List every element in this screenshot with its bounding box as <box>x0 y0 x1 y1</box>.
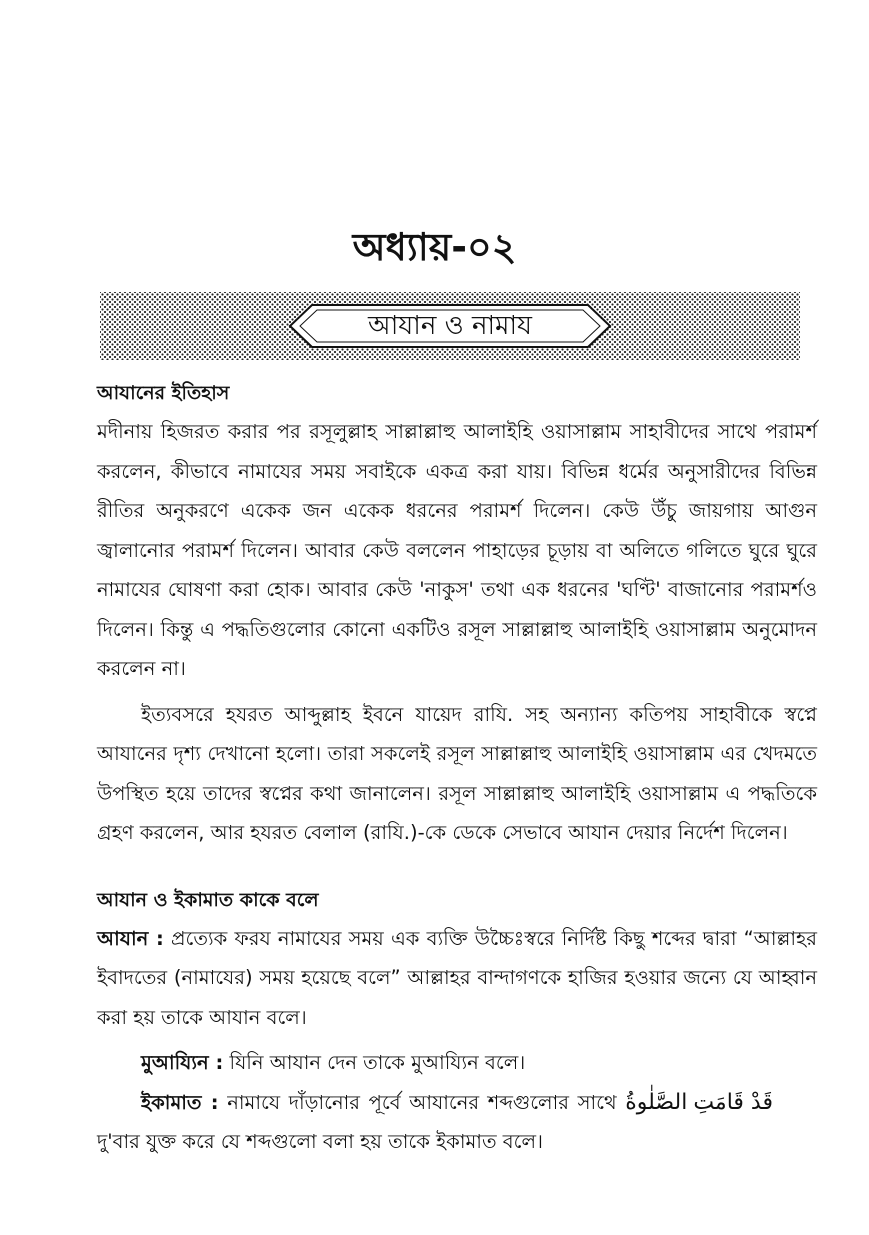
history-paragraph-2: ইত্যবসরে হযরত আব্দুল্লাহ ইবনে যায়েদ রাযি. সহ অন্যান্য কতিপয় সাহাবীকে স্বপ্নে আযানের দৃশ্য দেখানো হলো। তারা সকলেই রসূল সাল্লাল্লাহু আলাইহি ওয়াসাল্লাম এর খেদমতে উপস্থিত হয়ে তাদের স্বপ্নের কথা জানালেন। রসূল সাল্লাল্লাহু আলাইহি ওয়াসাল্লাম এ পদ্ধতিকে গ্রহণ করলেন, আর হযরত বেলাল (রাযি.)-কে ডেকে সেভাবে আযান দেয়ার নির্দেশ দিলেন। <box>97 702 817 844</box>
iqamat-definition <box>97 1083 817 1162</box>
iqamat-arabic-phrase-1: قَدْ قَامَتِ <box>693 1089 773 1115</box>
iqamat-term: ইকামাত : <box>141 1090 219 1114</box>
muazzin-definition-text: যিনি আযান দেন তাকে মুআয্যিন বলে। <box>229 1051 526 1074</box>
azan-definition-text: প্রত্যেক ফরয নামাযের সময় এক ব্যক্তি উচ্চৈঃস্বরে নির্দিষ্ট কিছু শব্দের দ্বারা “আল্লাহর ইবাদতের (নামাযের) সময় হয়েছে বলে” আল্লাহর বান্দাগণকে হাজির হওয়ার জন্যে যে আহ্বান করা হয় তাকে আযান বলে। <box>97 926 817 1029</box>
page-body <box>97 378 817 1162</box>
chapter-title: অধ্যায়-০২ <box>352 225 517 269</box>
muazzin-definition <box>97 1043 817 1083</box>
banner-title: আযান ও নামায <box>367 311 533 341</box>
iqamat-definition-text-1: নামাযে দাঁড়ানোর পূর্বে আযানের শব্দগুলোর সাথে <box>227 1090 617 1114</box>
azan-definition <box>97 919 817 1038</box>
history-paragraph-1: মদীনায় হিজরত করার পর রসূলুল্লাহ সাল্লাল্লাহু আলাইহি ওয়াসাল্লাম সাহাবীদের সাথে পরামর্শ করলেন, কীভাবে নামাযের সময় সবাইকে একত্র করা যায়। বিভিন্ন ধর্মের অনুসারীদের বিভিন্ন রীতির অনুকরণে একেক জন একেক ধরনের পরামর্শ দিলেন। কেউ উঁচু জায়গায় আগুন জ্বালানোর পরামর্শ দিলেন। আবার কেউ বললেন পাহাড়ের চূড়ায় বা অলিতে গলিতে ঘুরে ঘুরে নামাযের ঘোষণা করা হোক। আবার কেউ 'নাকুস' তথা এক ধরনের 'ঘণ্টি' বাজানোর পরামর্শও দিলেন। কিন্তু এ পদ্ধতিগুলোর কোনো একটিও রসূল সাল্লাল্লাহু আলাইহি ওয়াসাল্লাম অনুমোদন করলেন না। <box>97 420 817 680</box>
iqamat-definition-text-2: দু'বার যুক্ত করে যে শব্দগুলো বলা হয় তাকে ইকামাত বলে। <box>97 1130 543 1153</box>
section-heading-history: আযানের ইতিহাস <box>97 382 230 404</box>
section-heading-azan-iqamat: আযান ও ইকামাত কাকে বলে <box>97 888 319 911</box>
chapter-banner <box>100 292 800 360</box>
muazzin-term: মুআয্যিন : <box>141 1051 224 1074</box>
iqamat-arabic-phrase-2: الصَّلٰوةُ <box>625 1089 688 1115</box>
azan-term: আযান : <box>97 926 164 950</box>
